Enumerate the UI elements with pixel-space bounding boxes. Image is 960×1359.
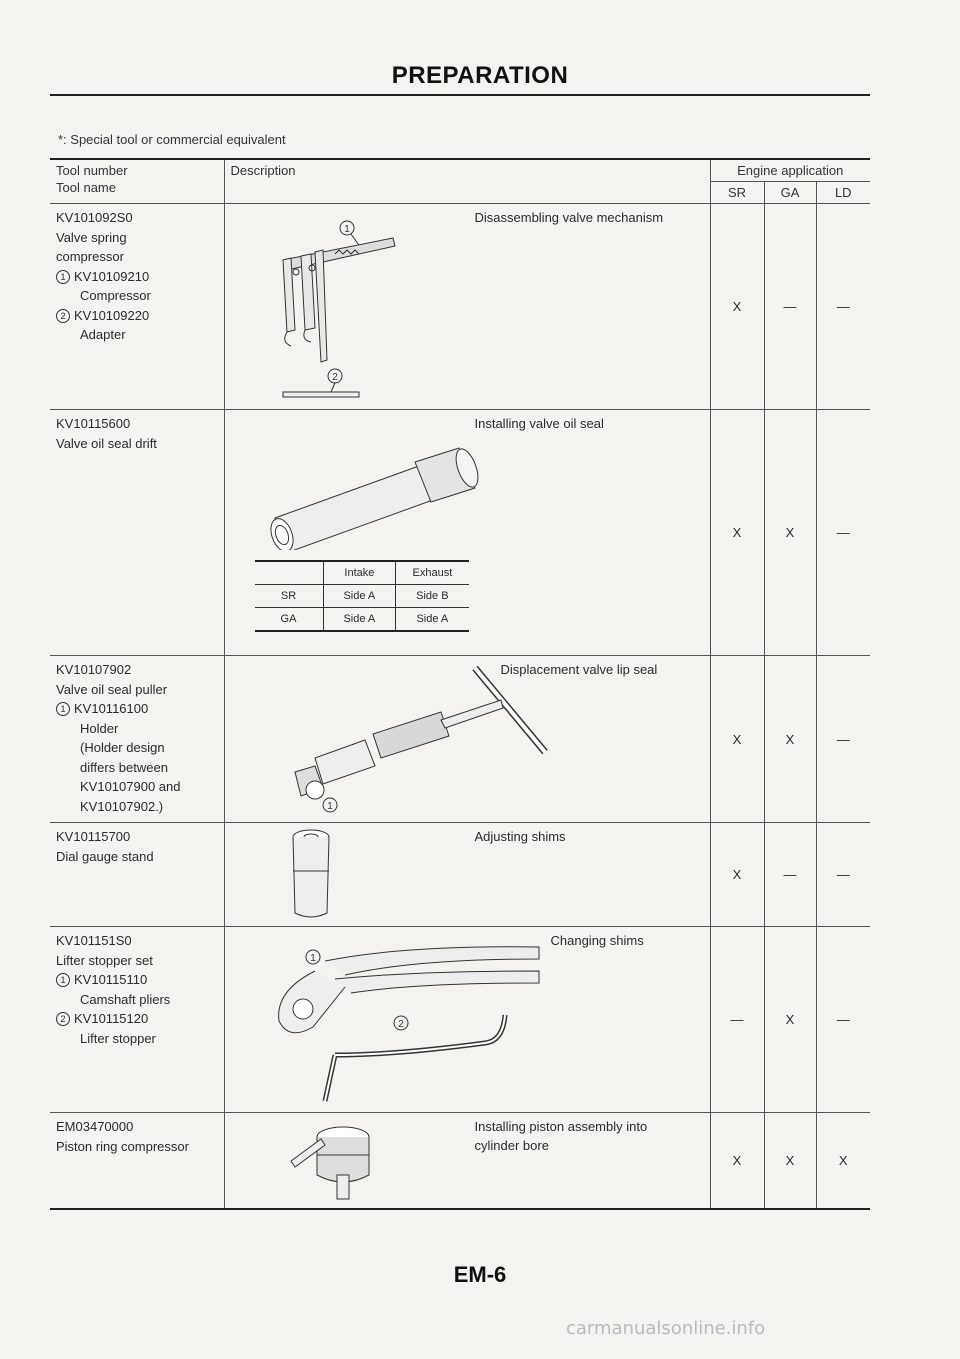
side-value: Side A	[323, 585, 396, 608]
description-line: Installing piston assembly into	[474, 1119, 648, 1134]
sub-tool-name: Holder	[80, 720, 119, 736]
exhaust-label: Exhaust	[396, 561, 469, 585]
app-ld: —	[816, 656, 870, 823]
tool-cell	[50, 656, 224, 823]
app-ld: —	[816, 204, 870, 410]
app-ld: —	[816, 927, 870, 1113]
description-cell	[224, 204, 710, 410]
engine-label: SR	[255, 585, 324, 608]
tool-number: KV101151S0	[56, 933, 132, 948]
description-cell	[224, 927, 710, 1113]
tool-number: KV10107902	[56, 662, 132, 677]
description-cell	[224, 410, 710, 656]
header-row	[50, 159, 870, 182]
callout-number: 1	[56, 702, 70, 716]
app-ga: X	[764, 1113, 816, 1209]
sub-tool	[56, 267, 218, 287]
app-sr: X	[710, 823, 764, 927]
callout-number: 2	[56, 309, 70, 323]
ld-header: LD	[816, 182, 870, 204]
tool-name: compressor	[56, 249, 124, 264]
engine-application-header: Engine application	[710, 159, 870, 182]
piston-ring-compressor-illustration	[281, 1117, 391, 1207]
app-ld: —	[816, 410, 870, 656]
lifter-stopper-set-illustration	[255, 931, 555, 1111]
tool-number: KV10115600	[56, 416, 131, 431]
ga-header: GA	[764, 182, 816, 204]
tool-name: Dial gauge stand	[56, 848, 154, 864]
description-line: cylinder bore	[474, 1138, 549, 1153]
description-cell	[224, 1113, 710, 1209]
watermark: carmanualsonline.info	[566, 1318, 766, 1339]
valve-oil-seal-drift-illustration	[255, 440, 495, 550]
svg-text:1: 1	[343, 224, 350, 235]
app-ga: X	[764, 927, 816, 1113]
tool-name-header: Tool name	[56, 180, 116, 195]
sub-tool-code: KV10109210	[74, 268, 150, 284]
table-row	[50, 1113, 870, 1209]
sub-tool-name: Camshaft pliers	[80, 991, 171, 1007]
tool-name: Valve spring	[56, 229, 127, 245]
app-sr: X	[710, 410, 764, 656]
sr-header: SR	[710, 182, 764, 204]
app-ga: X	[764, 410, 816, 656]
engine-label: GA	[255, 608, 324, 632]
description-cell	[224, 656, 710, 823]
tool-cell	[50, 410, 224, 656]
sub-tool	[56, 699, 218, 719]
svg-text:1: 1	[326, 801, 333, 812]
description-text: Changing shims	[550, 933, 644, 948]
note-line: KV10107902.)	[80, 798, 164, 814]
callout-number: 1	[56, 270, 70, 284]
callout-number: 1	[56, 973, 70, 987]
sub-tool	[56, 306, 218, 326]
side-value: Side B	[396, 585, 469, 608]
sub-tool-name: Adapter	[80, 327, 126, 342]
app-ga: —	[764, 823, 816, 927]
svg-text:2: 2	[397, 1019, 404, 1030]
description-text: Installing valve oil seal	[474, 416, 604, 431]
app-ga: X	[764, 656, 816, 823]
note-text: *: Special tool or commercial equivalent	[58, 132, 286, 147]
sub-tool-code: KV10115110	[74, 972, 148, 987]
app-sr: —	[710, 927, 764, 1113]
description-text: Disassembling valve mechanism	[474, 210, 664, 225]
tool-number-header: Tool number	[56, 163, 128, 178]
tool-cell	[50, 823, 224, 927]
tool-header	[50, 159, 224, 204]
table-row	[50, 927, 870, 1113]
svg-text:2: 2	[331, 372, 338, 383]
table-row	[50, 410, 870, 656]
sub-tool-code: KV10109220	[74, 307, 150, 323]
callout-number: 2	[56, 1012, 70, 1026]
svg-text:1: 1	[309, 953, 316, 964]
sub-tool-code: KV10116100	[74, 701, 149, 716]
note-line: KV10107900 and	[80, 779, 181, 794]
description-cell	[224, 823, 710, 927]
valve-oil-seal-puller-illustration	[275, 660, 565, 820]
sub-tool	[56, 1009, 218, 1029]
sub-tool-name: Compressor	[80, 288, 151, 303]
tool-number: KV101092S0	[56, 210, 133, 225]
table-row	[50, 823, 870, 927]
tool-name: Piston ring compressor	[56, 1138, 189, 1154]
table-row	[50, 656, 870, 823]
page-number: EM-6	[453, 1262, 507, 1287]
description-text	[475, 1117, 695, 1155]
description-text: Displacement valve lip seal	[500, 662, 658, 677]
sub-tool-code: KV10115120	[74, 1011, 149, 1026]
tool-name: Lifter stopper set	[56, 952, 153, 968]
title-divider	[50, 94, 870, 96]
table-row	[50, 204, 870, 410]
intake-label: Intake	[323, 561, 396, 585]
app-ld: X	[816, 1113, 870, 1209]
app-ld: —	[816, 823, 870, 927]
tool-cell	[50, 1113, 224, 1209]
note-line: (Holder design	[80, 740, 165, 755]
app-sr: X	[710, 656, 764, 823]
side-value: Side A	[396, 608, 469, 632]
sub-tool	[56, 970, 218, 990]
tool-cell	[50, 927, 224, 1113]
tool-cell	[50, 204, 224, 410]
side-value: Side A	[323, 608, 396, 632]
description-header: Description	[224, 159, 710, 204]
page-title: PREPARATION	[391, 62, 569, 89]
note-line: differs between	[80, 759, 168, 775]
tool-name: Valve oil seal drift	[56, 435, 157, 451]
tool-number: EM03470000	[56, 1119, 134, 1134]
seal-side-table	[255, 560, 469, 632]
valve-spring-compressor-illustration	[243, 210, 473, 410]
special-tools-table	[50, 158, 870, 1210]
sub-tool-name: Lifter stopper	[80, 1030, 156, 1046]
tool-number: KV10115700	[56, 829, 131, 844]
dial-gauge-stand-illustration	[281, 825, 341, 925]
tool-name: Valve oil seal puller	[56, 681, 168, 697]
app-ga: —	[764, 204, 816, 410]
app-sr: X	[710, 1113, 764, 1209]
description-text: Adjusting shims	[474, 829, 566, 844]
app-sr: X	[710, 204, 764, 410]
